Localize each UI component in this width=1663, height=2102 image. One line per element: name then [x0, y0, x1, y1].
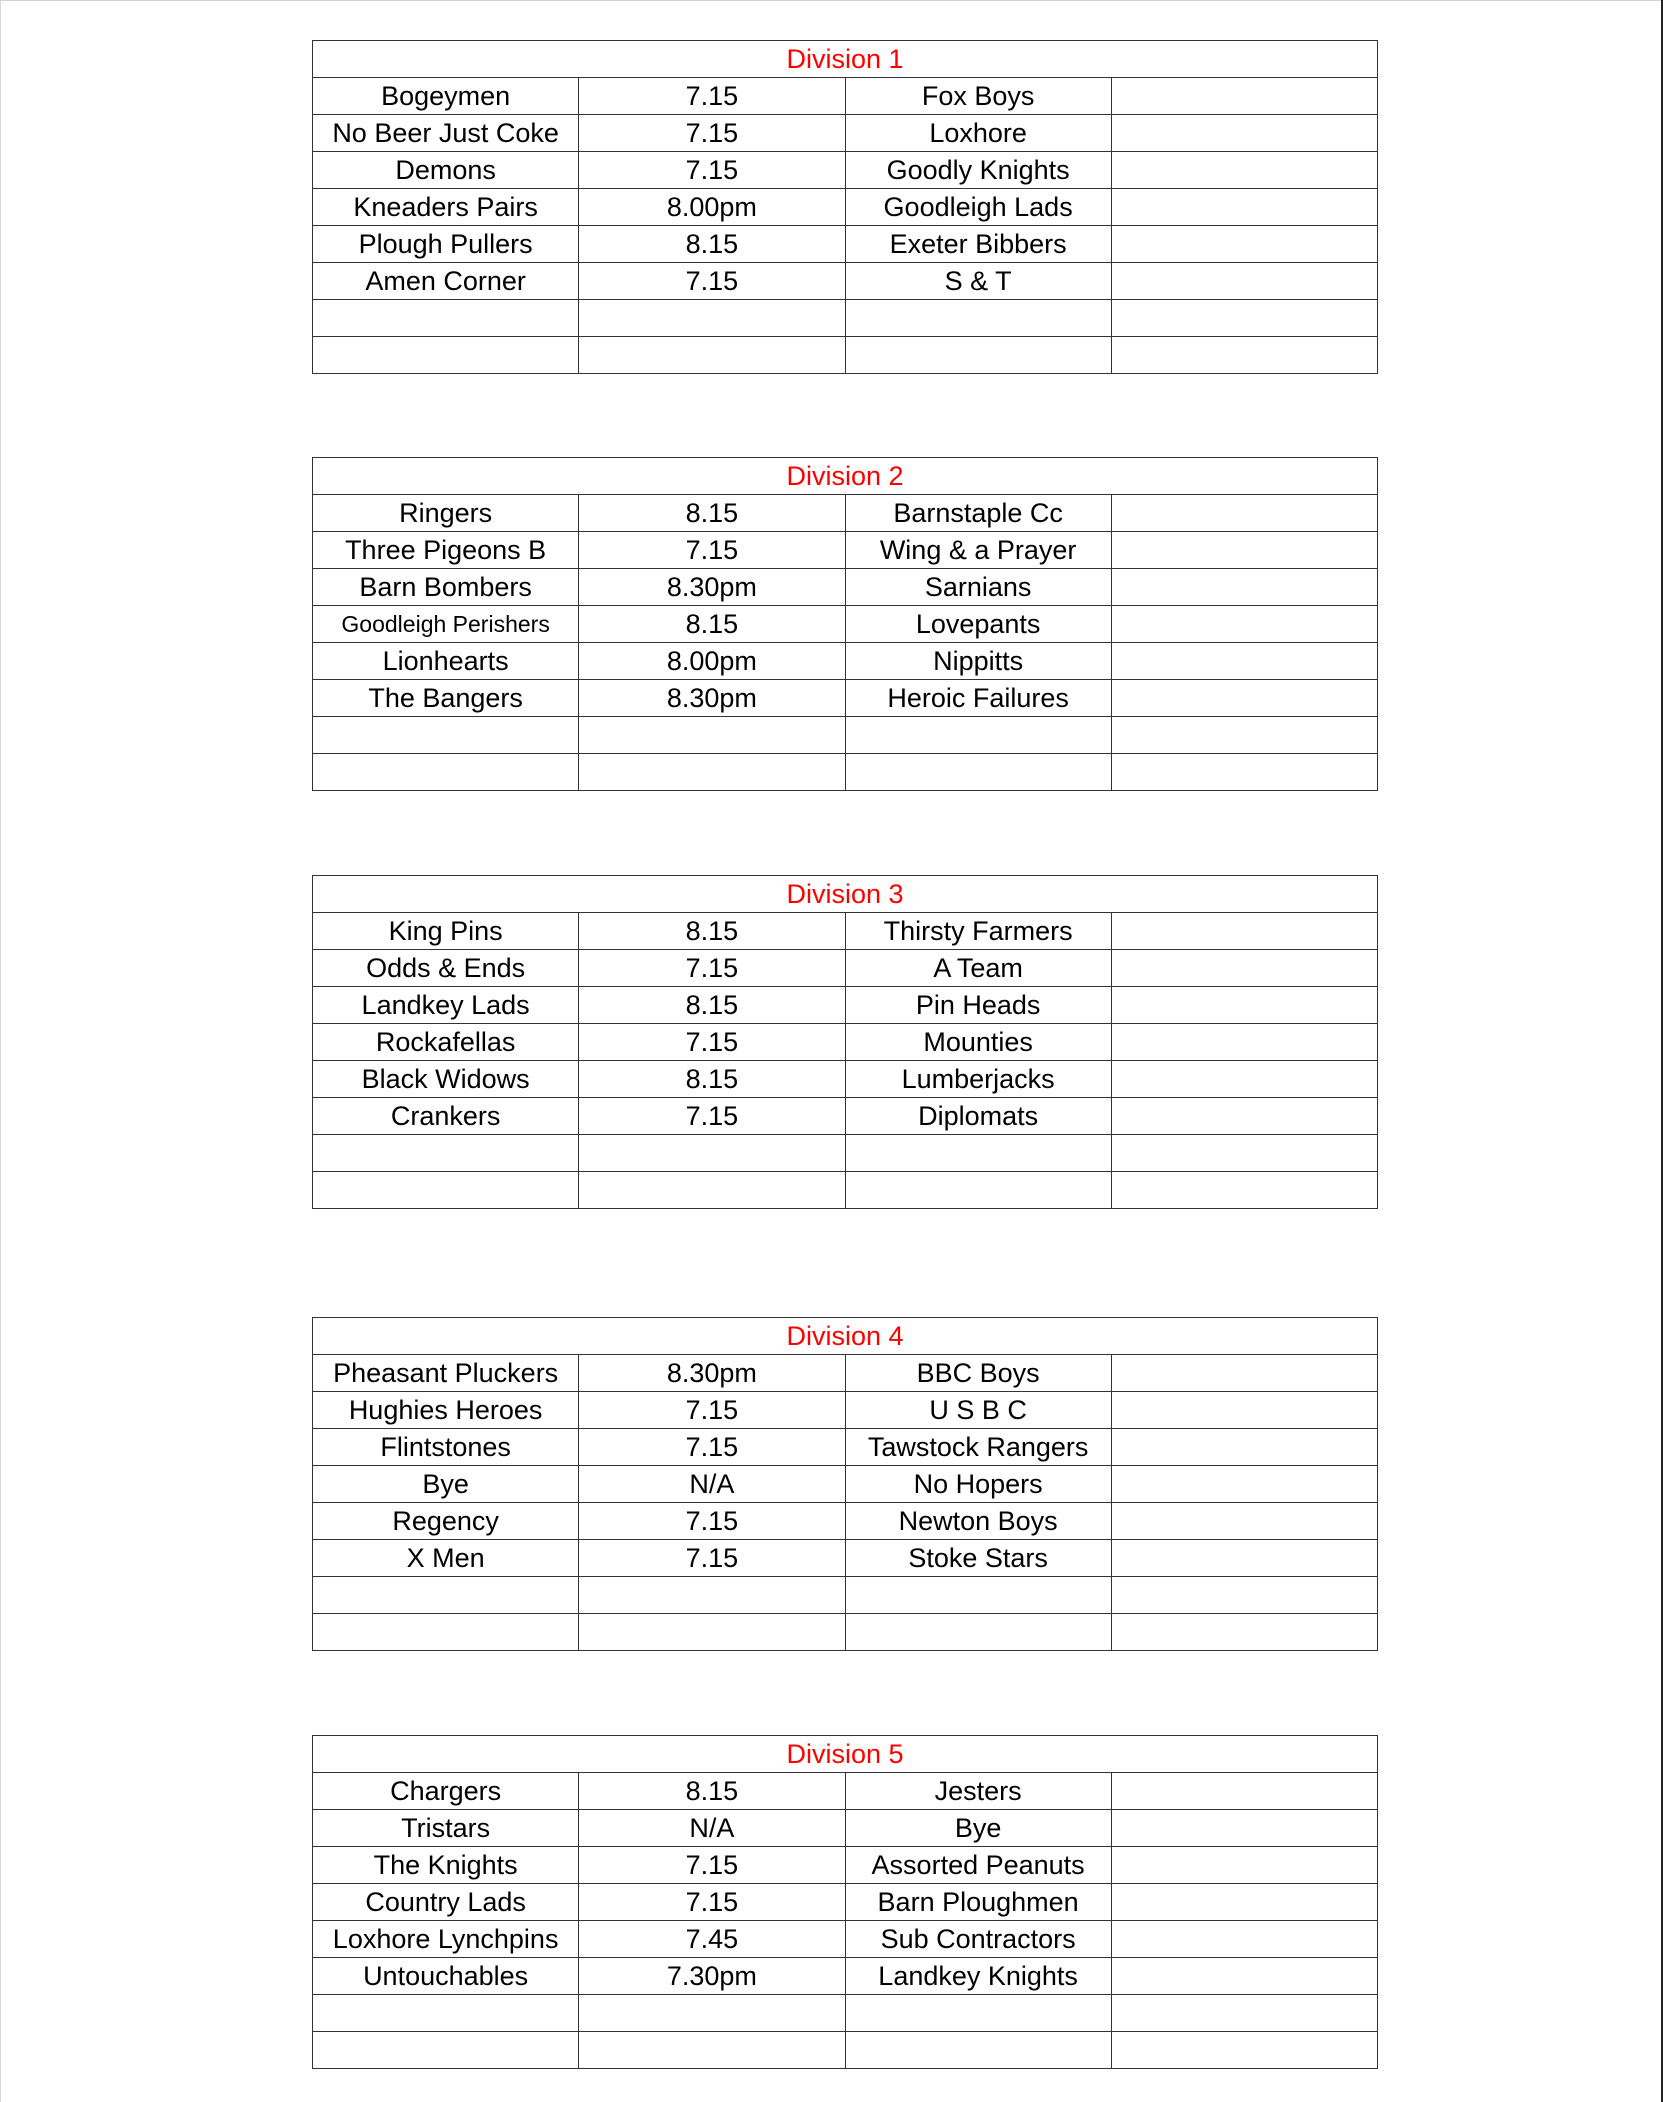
fixture-row	[313, 1773, 1378, 1810]
fixture-row	[313, 950, 1378, 987]
fixture-row	[313, 263, 1378, 300]
away-team-cell: Bye	[845, 1810, 1111, 1847]
away-team-cell: Lovepants	[845, 606, 1111, 643]
result-cell	[1111, 1355, 1377, 1392]
home-team-cell: Tristars	[313, 1810, 579, 1847]
home-team-cell: Kneaders Pairs	[313, 189, 579, 226]
fixture-row	[313, 680, 1378, 717]
away-team-cell	[845, 2032, 1111, 2069]
division-header-row	[313, 458, 1378, 495]
fixture-row	[313, 1429, 1378, 1466]
time-cell: 7.15	[579, 263, 845, 300]
result-cell	[1111, 115, 1377, 152]
home-team-cell	[313, 1995, 579, 2032]
result-cell	[1111, 226, 1377, 263]
home-team-cell: Flintstones	[313, 1429, 579, 1466]
result-cell	[1111, 1847, 1377, 1884]
time-cell: 7.30pm	[579, 1958, 845, 1995]
time-cell: 7.15	[579, 1429, 845, 1466]
division-title: Division 2	[313, 458, 1378, 495]
home-team-cell: Country Lads	[313, 1884, 579, 1921]
fixture-row	[313, 226, 1378, 263]
time-cell	[579, 2032, 845, 2069]
away-team-cell: Stoke Stars	[845, 1540, 1111, 1577]
fixture-row	[313, 569, 1378, 606]
fixture-row	[313, 1884, 1378, 1921]
home-team-cell	[313, 754, 579, 791]
time-cell: 8.30pm	[579, 569, 845, 606]
away-team-cell: U S B C	[845, 1392, 1111, 1429]
result-cell	[1111, 1098, 1377, 1135]
result-cell	[1111, 495, 1377, 532]
fixture-row	[313, 1466, 1378, 1503]
fixture-row	[313, 987, 1378, 1024]
fixture-row	[313, 606, 1378, 643]
away-team-cell: Exeter Bibbers	[845, 226, 1111, 263]
away-team-cell: Nippitts	[845, 643, 1111, 680]
result-cell	[1111, 300, 1377, 337]
home-team-cell: Demons	[313, 152, 579, 189]
division-title: Division 4	[313, 1318, 1378, 1355]
home-team-cell: Lionhearts	[313, 643, 579, 680]
time-cell	[579, 1577, 845, 1614]
fixture-row	[313, 1810, 1378, 1847]
division-table	[312, 457, 1378, 791]
time-cell: 7.15	[579, 1392, 845, 1429]
fixture-row	[313, 495, 1378, 532]
time-cell: 8.15	[579, 226, 845, 263]
time-cell: 8.15	[579, 495, 845, 532]
result-cell	[1111, 717, 1377, 754]
away-team-cell	[845, 717, 1111, 754]
division-table	[312, 1317, 1378, 1651]
away-team-cell: Lumberjacks	[845, 1061, 1111, 1098]
time-cell: 7.45	[579, 1921, 845, 1958]
home-team-cell: Three Pigeons B	[313, 532, 579, 569]
result-cell	[1111, 78, 1377, 115]
fixture-row	[313, 1024, 1378, 1061]
time-cell: 8.30pm	[579, 680, 845, 717]
home-team-cell: Pheasant Pluckers	[313, 1355, 579, 1392]
time-cell: 8.15	[579, 987, 845, 1024]
division-table	[312, 875, 1378, 1209]
home-team-cell: No Beer Just Coke	[313, 115, 579, 152]
result-cell	[1111, 1429, 1377, 1466]
away-team-cell	[845, 1995, 1111, 2032]
fixture-row	[313, 717, 1378, 754]
home-team-cell	[313, 717, 579, 754]
time-cell	[579, 717, 845, 754]
home-team-cell: Goodleigh Perishers	[313, 606, 579, 643]
time-cell: 8.15	[579, 606, 845, 643]
time-cell: 7.15	[579, 115, 845, 152]
time-cell: 7.15	[579, 532, 845, 569]
result-cell	[1111, 569, 1377, 606]
away-team-cell: BBC Boys	[845, 1355, 1111, 1392]
away-team-cell: Diplomats	[845, 1098, 1111, 1135]
home-team-cell	[313, 300, 579, 337]
time-cell	[579, 337, 845, 374]
time-cell: 8.00pm	[579, 189, 845, 226]
result-cell	[1111, 1061, 1377, 1098]
fixture-row	[313, 1098, 1378, 1135]
time-cell: N/A	[579, 1466, 845, 1503]
home-team-cell: Amen Corner	[313, 263, 579, 300]
home-team-cell: Crankers	[313, 1098, 579, 1135]
time-cell: 8.30pm	[579, 1355, 845, 1392]
fixture-row	[313, 913, 1378, 950]
result-cell	[1111, 337, 1377, 374]
fixture-row	[313, 2032, 1378, 2069]
away-team-cell: Barnstaple Cc	[845, 495, 1111, 532]
away-team-cell: Pin Heads	[845, 987, 1111, 1024]
away-team-cell	[845, 337, 1111, 374]
fixture-row	[313, 1061, 1378, 1098]
away-team-cell: Landkey Knights	[845, 1958, 1111, 1995]
result-cell	[1111, 1773, 1377, 1810]
home-team-cell: Plough Pullers	[313, 226, 579, 263]
away-team-cell	[845, 1172, 1111, 1209]
away-team-cell: Barn Ploughmen	[845, 1884, 1111, 1921]
away-team-cell: Goodleigh Lads	[845, 189, 1111, 226]
page-left-border	[0, 0, 1, 2102]
home-team-cell: Chargers	[313, 1773, 579, 1810]
result-cell	[1111, 1577, 1377, 1614]
time-cell: 7.15	[579, 1847, 845, 1884]
fixture-row	[313, 337, 1378, 374]
home-team-cell: Untouchables	[313, 1958, 579, 1995]
page-top-border	[0, 0, 1663, 1]
time-cell	[579, 300, 845, 337]
time-cell: 8.00pm	[579, 643, 845, 680]
home-team-cell	[313, 1172, 579, 1209]
time-cell	[579, 1995, 845, 2032]
fixture-row	[313, 643, 1378, 680]
division-table	[312, 1735, 1378, 2069]
fixture-row	[313, 1847, 1378, 1884]
result-cell	[1111, 1466, 1377, 1503]
fixture-row	[313, 754, 1378, 791]
result-cell	[1111, 1540, 1377, 1577]
home-team-cell: Bogeymen	[313, 78, 579, 115]
result-cell	[1111, 1958, 1377, 1995]
result-cell	[1111, 263, 1377, 300]
away-team-cell: Thirsty Farmers	[845, 913, 1111, 950]
division-table	[312, 40, 1378, 374]
home-team-cell: X Men	[313, 1540, 579, 1577]
away-team-cell: Tawstock Rangers	[845, 1429, 1111, 1466]
division-header-row	[313, 876, 1378, 913]
result-cell	[1111, 606, 1377, 643]
time-cell: 7.15	[579, 152, 845, 189]
result-cell	[1111, 1503, 1377, 1540]
division-header-row	[313, 1318, 1378, 1355]
time-cell: 7.15	[579, 1884, 845, 1921]
away-team-cell: Assorted Peanuts	[845, 1847, 1111, 1884]
away-team-cell: Loxhore	[845, 115, 1111, 152]
time-cell: 7.15	[579, 1540, 845, 1577]
result-cell	[1111, 680, 1377, 717]
fixture-row	[313, 1172, 1378, 1209]
division-title: Division 3	[313, 876, 1378, 913]
result-cell	[1111, 643, 1377, 680]
time-cell: 7.15	[579, 1503, 845, 1540]
result-cell	[1111, 1172, 1377, 1209]
away-team-cell: Jesters	[845, 1773, 1111, 1810]
home-team-cell: Hughies Heroes	[313, 1392, 579, 1429]
away-team-cell	[845, 1577, 1111, 1614]
home-team-cell: Black Widows	[313, 1061, 579, 1098]
time-cell: N/A	[579, 1810, 845, 1847]
home-team-cell: Ringers	[313, 495, 579, 532]
fixture-row	[313, 1355, 1378, 1392]
fixture-row	[313, 1614, 1378, 1651]
away-team-cell: Goodly Knights	[845, 152, 1111, 189]
away-team-cell: Mounties	[845, 1024, 1111, 1061]
result-cell	[1111, 152, 1377, 189]
time-cell	[579, 754, 845, 791]
away-team-cell: A Team	[845, 950, 1111, 987]
result-cell	[1111, 1810, 1377, 1847]
fixture-row	[313, 1958, 1378, 1995]
home-team-cell: Regency	[313, 1503, 579, 1540]
division-title: Division 5	[313, 1736, 1378, 1773]
home-team-cell: Barn Bombers	[313, 569, 579, 606]
result-cell	[1111, 1995, 1377, 2032]
time-cell: 7.15	[579, 950, 845, 987]
fixture-row	[313, 78, 1378, 115]
result-cell	[1111, 1024, 1377, 1061]
fixture-row	[313, 152, 1378, 189]
away-team-cell	[845, 1614, 1111, 1651]
home-team-cell: King Pins	[313, 913, 579, 950]
time-cell: 7.15	[579, 1098, 845, 1135]
home-team-cell: Landkey Lads	[313, 987, 579, 1024]
away-team-cell: Wing & a Prayer	[845, 532, 1111, 569]
result-cell	[1111, 1135, 1377, 1172]
result-cell	[1111, 754, 1377, 791]
home-team-cell	[313, 337, 579, 374]
result-cell	[1111, 1614, 1377, 1651]
time-cell	[579, 1135, 845, 1172]
result-cell	[1111, 189, 1377, 226]
away-team-cell	[845, 1135, 1111, 1172]
home-team-cell	[313, 1614, 579, 1651]
time-cell	[579, 1614, 845, 1651]
home-team-cell: Odds & Ends	[313, 950, 579, 987]
result-cell	[1111, 987, 1377, 1024]
time-cell: 8.15	[579, 913, 845, 950]
away-team-cell: No Hopers	[845, 1466, 1111, 1503]
time-cell: 7.15	[579, 1024, 845, 1061]
away-team-cell: Sub Contractors	[845, 1921, 1111, 1958]
home-team-cell: The Knights	[313, 1847, 579, 1884]
fixture-row	[313, 1540, 1378, 1577]
home-team-cell	[313, 1135, 579, 1172]
fixture-row	[313, 1503, 1378, 1540]
away-team-cell: S & T	[845, 263, 1111, 300]
home-team-cell: Loxhore Lynchpins	[313, 1921, 579, 1958]
fixture-row	[313, 1392, 1378, 1429]
fixture-row	[313, 1995, 1378, 2032]
fixture-row	[313, 1921, 1378, 1958]
time-cell: 7.15	[579, 78, 845, 115]
fixture-row	[313, 300, 1378, 337]
fixture-row	[313, 1135, 1378, 1172]
fixture-row	[313, 115, 1378, 152]
time-cell: 8.15	[579, 1773, 845, 1810]
division-title: Division 1	[313, 41, 1378, 78]
result-cell	[1111, 1884, 1377, 1921]
result-cell	[1111, 532, 1377, 569]
home-team-cell: The Bangers	[313, 680, 579, 717]
home-team-cell: Rockafellas	[313, 1024, 579, 1061]
home-team-cell	[313, 2032, 579, 2069]
division-header-row	[313, 41, 1378, 78]
home-team-cell	[313, 1577, 579, 1614]
result-cell	[1111, 2032, 1377, 2069]
away-team-cell	[845, 300, 1111, 337]
away-team-cell: Fox Boys	[845, 78, 1111, 115]
result-cell	[1111, 913, 1377, 950]
home-team-cell: Bye	[313, 1466, 579, 1503]
time-cell	[579, 1172, 845, 1209]
result-cell	[1111, 950, 1377, 987]
away-team-cell	[845, 754, 1111, 791]
time-cell: 8.15	[579, 1061, 845, 1098]
away-team-cell: Sarnians	[845, 569, 1111, 606]
away-team-cell: Heroic Failures	[845, 680, 1111, 717]
result-cell	[1111, 1392, 1377, 1429]
away-team-cell: Newton Boys	[845, 1503, 1111, 1540]
division-header-row	[313, 1736, 1378, 1773]
fixture-row	[313, 1577, 1378, 1614]
result-cell	[1111, 1921, 1377, 1958]
fixture-row	[313, 189, 1378, 226]
fixture-row	[313, 532, 1378, 569]
